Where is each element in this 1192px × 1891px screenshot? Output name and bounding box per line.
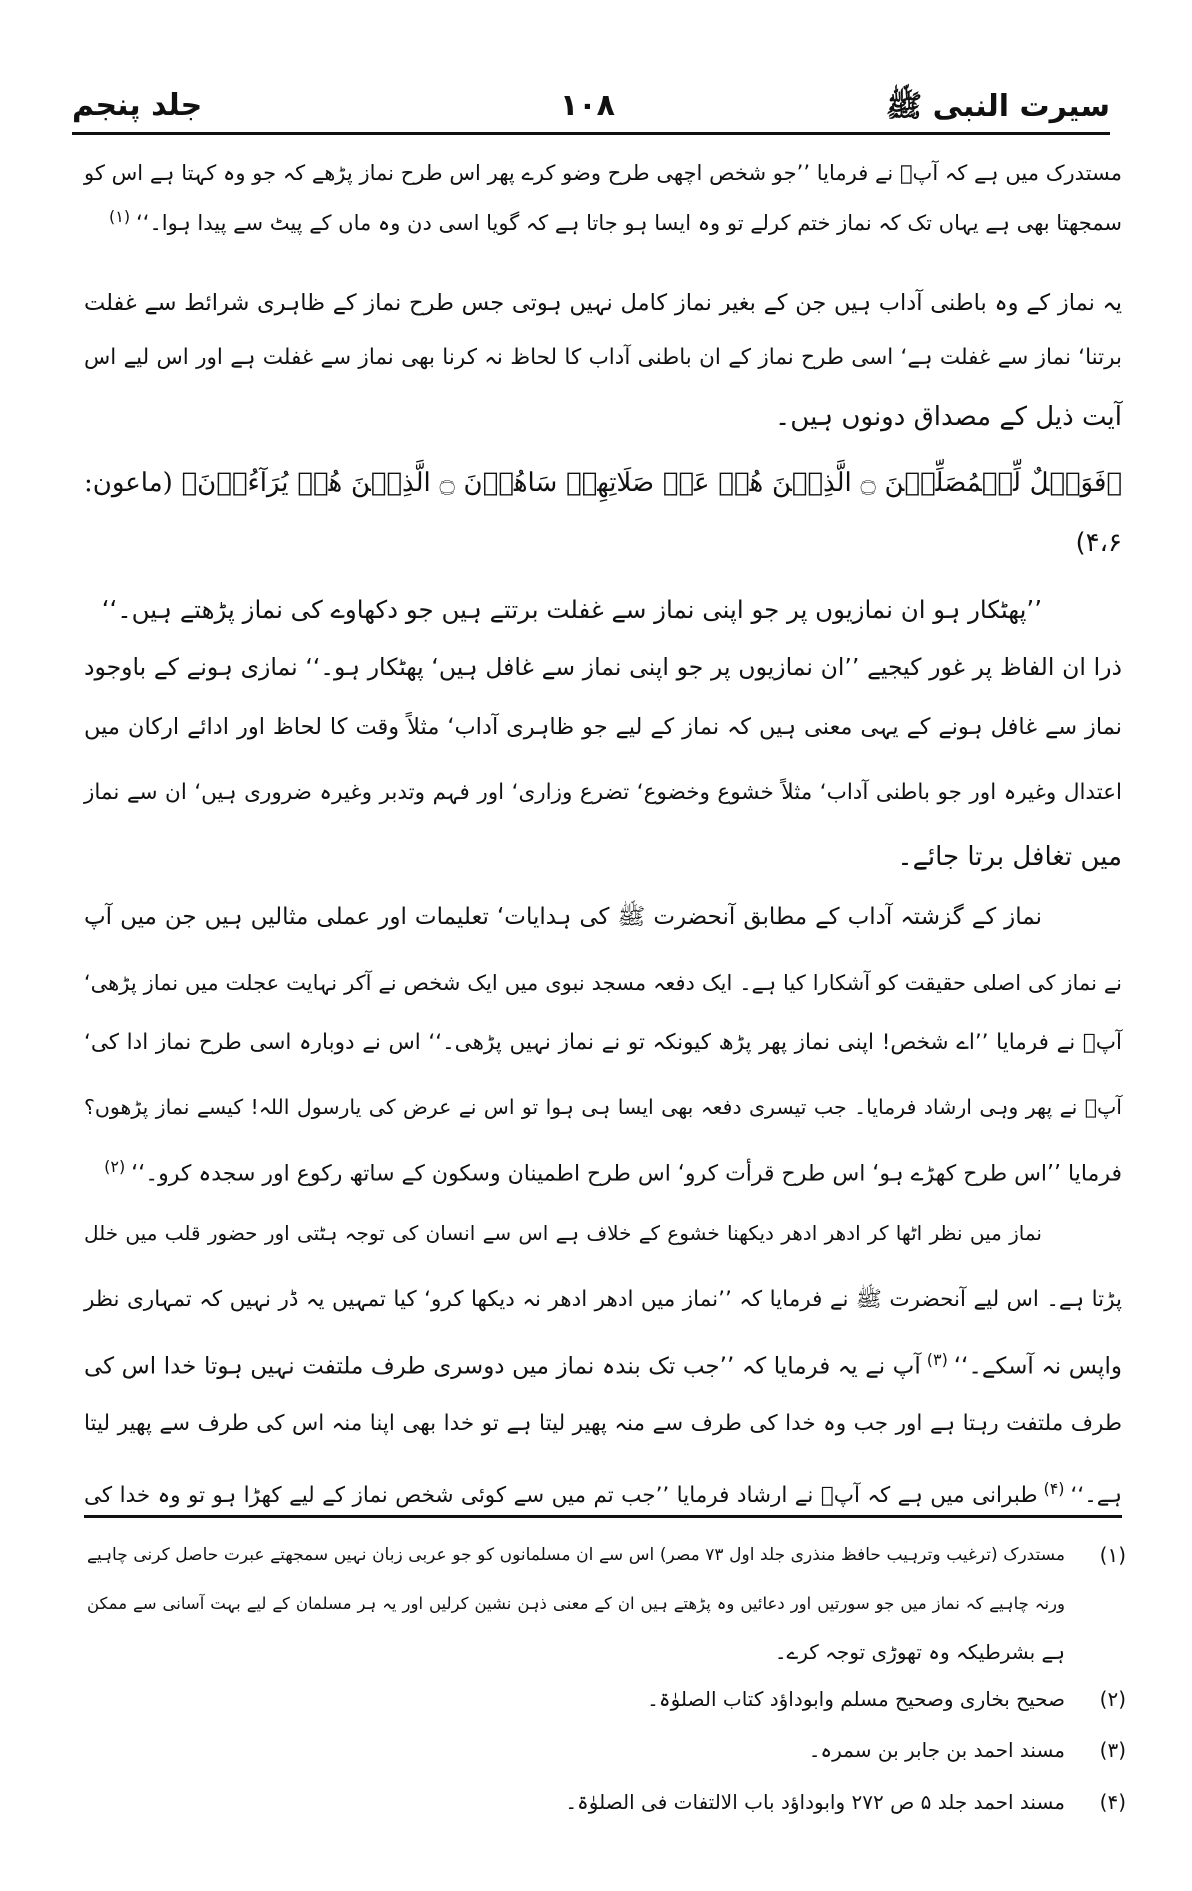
footnote-rule — [84, 1515, 1122, 1518]
text-line — [84, 195, 1122, 239]
text-line: اعتدال وغیرہ اور جو باطنی آداب‘ مثلاً خشوع وخضوع‘ تضرع وزاری‘ اور فہم وتدبر وغیرہ ضروری ہیں‘ ان سے نماز — [84, 780, 1122, 805]
footnote-number: (۴) — [1099, 1790, 1126, 1814]
text-span: طبرانی میں ہے کہ آپؐ نے ارشاد فرمایا ’’جب تم میں سے کوئی شخص نماز کے لیے کھڑا ہو تو وہ خدا کی — [84, 1483, 1038, 1509]
text-span: واپس نہ آسکے۔‘‘ — [953, 1353, 1122, 1380]
text-line — [84, 1338, 1122, 1382]
book-title: سیرت النبی ﷺ — [885, 89, 1110, 124]
text-line: نے نماز کی اصلی حقیقت کو آشکارا کیا ہے۔ ایک دفعہ مسجد نبوی میں ایک شخص نے آکر نہایت عجلت میں نماز پڑھی‘ — [84, 971, 1122, 995]
text-line: نماز سے غافل ہونے کے یہی معنی ہیں کہ نماز کے لیے جو ظاہری آداب‘ مثلاً وقت کا لحاظ اور ادائے ارکان میں — [84, 714, 1122, 740]
footnote-ref[interactable]: (۱) — [109, 207, 131, 226]
footnote-line: صحیح بخاری وصحیح مسلم وابوداؤد کتاب الصلوٰۃ۔ — [647, 1687, 1065, 1711]
text-line: نماز میں نظر اٹھا کر ادھر ادھر دیکھنا خشوع کے خلاف ہے اس سے انسان کی توجہ ہٹتی اور حضور قلب میں خلل — [84, 1221, 1042, 1245]
quran-verse: ﴿فَوَیۡلٌ لِّلۡمُصَلِّیۡنَ ۝ الَّذِیۡنَ هُمۡ عَنۡ صَلَاتِهِمۡ سَاهُوۡنَ ۝ الَّذِیۡنَ هُمۡ یُرَآءُوۡنَ﴾ (ماعون: — [84, 468, 1122, 498]
volume-label: جلد پنجم — [72, 88, 203, 123]
text-line: آپؐ نے پھر وہی ارشاد فرمایا۔ جب تیسری دفعہ بھی ایسا ہی ہوا تو اس نے عرض کی یارسول اللہ! کیسے نماز پڑھوں؟ — [84, 1095, 1122, 1119]
footnote-number: (۳) — [1099, 1738, 1126, 1762]
text-span: سمجھتا بھی ہے یہاں تک کہ نماز ختم کرلے تو وہ ایسا ہو جاتا ہے کہ گویا اسی دن وہ ماں کے پیٹ سے پیدا ہوا۔‘‘ — [136, 211, 1122, 235]
footnote-line: مستدرک (ترغیب وترہیب حافظ منذری جلد اول ۷۳ مصر) اس سے ان مسلمانوں کو جو عربی زبان نہیں سمجھتے عبرت حاصل کرنی چاہیے — [87, 1545, 1065, 1565]
quote-line: ’’پھٹکار ہو ان نمازیوں پر جو اپنی نماز سے غفلت برتتے ہیں جو دکھاوے کی نماز پڑھتے ہیں۔‘‘ — [101, 595, 1042, 624]
text-line: یہ نماز کے وہ باطنی آداب ہیں جن کے بغیر نماز کامل نہیں ہوتی جس طرح نماز کے ظاہری شرائط سے غفلت — [84, 290, 1122, 316]
text-line: ذرا ان الفاظ پر غور کیجیے ’’ان نمازیوں پر جو اپنی نماز سے غافل ہیں‘ پھٹکار ہو۔‘‘ نمازی ہونے کے باوجود — [84, 653, 1122, 681]
page-number: ۱۰۸ — [560, 88, 615, 123]
text-span: ہے۔‘‘ — [1070, 1483, 1122, 1509]
text-span: فرمایا ’’اس طرح کھڑے ہو‘ اس طرح قرأت کرو‘ اس طرح اطمینان وسکون کے ساتھ رکوع اور سجدہ کرو۔‘‘ — [131, 1161, 1122, 1187]
text-line — [84, 1145, 1122, 1189]
text-line: طرف ملتفت رہتا ہے اور جب وہ خدا کی طرف سے منہ پھیر لیتا ہے تو خدا بھی اپنا منہ اس کی طرف سے پھیر لیتا — [84, 1411, 1122, 1436]
text-line: میں تغافل برتا جائے۔ — [897, 842, 1122, 872]
text-line: پڑتا ہے۔ اس لیے آنحضرت ﷺ نے فرمایا کہ ’’نماز میں ادھر ادھر نہ دیکھا کرو‘ کیا تمہیں یہ ڈر نہیں کہ تمہاری نظر — [84, 1287, 1122, 1312]
footnote-line: ورنہ چاہیے کہ نماز میں جو سورتیں اور دعائیں وہ پڑھتے ہیں ان کے معنی ذہن نشین کرلیں اور یہ ہر مسلمان کے لیے بہت آسانی سے ممکن — [87, 1594, 1065, 1613]
text-line: آیت ذیل کے مصداق دونوں ہیں۔ — [775, 402, 1122, 432]
footnote-ref[interactable]: (۴) — [1043, 1479, 1065, 1498]
text-line: مستدرک میں ہے کہ آپؐ نے فرمایا ’’جو شخص اچھی طرح وضو کرے پھر اس طرح نماز پڑھے کہ جو وہ کہتا ہے اس کو — [84, 161, 1122, 185]
footnote-line: ہے بشرطیکہ وہ تھوڑی توجہ کرے۔ — [774, 1640, 1065, 1664]
text-line — [84, 1467, 1122, 1511]
footnote-line: مسند احمد بن جابر بن سمرہ۔ — [808, 1738, 1065, 1762]
header-rule — [72, 132, 1110, 135]
footnote-number: (۱) — [1099, 1543, 1126, 1567]
footnote-line: مسند احمد جلد ۵ ص ۲۷۲ وابوداؤد باب الالتفات فی الصلوٰۃ۔ — [565, 1790, 1065, 1814]
text-span: آپ نے یہ فرمایا کہ ’’جب تک بندہ نماز میں دوسری طرف ملتفت نہیں ہوتا خدا اس کی — [84, 1353, 921, 1380]
footnote-ref[interactable]: (۲) — [104, 1157, 126, 1176]
footnote-number: (۲) — [1099, 1687, 1126, 1711]
text-line: ۴،۶) — [1075, 528, 1122, 558]
text-line: برتنا‘ نماز سے غفلت ہے‘ اسی طرح نماز کے ان باطنی آداب کا لحاظ نہ کرنا بھی نماز سے غفلت ہے اور اس لیے اس — [84, 345, 1122, 370]
text-line: آپؐ نے فرمایا ’’اے شخص! اپنی نماز پھر پڑھ کیونکہ تو نے نماز نہیں پڑھی۔‘‘ اس نے دوبارہ اسی طرح نماز ادا کی‘ — [84, 1030, 1122, 1055]
footnote-ref[interactable]: (۳) — [926, 1350, 948, 1369]
text-line: نماز کے گزشتہ آداب کے مطابق آنحضرت ﷺ کی ہدایات‘ تعلیمات اور عملی مثالیں ہیں جن میں آپ — [84, 904, 1042, 930]
